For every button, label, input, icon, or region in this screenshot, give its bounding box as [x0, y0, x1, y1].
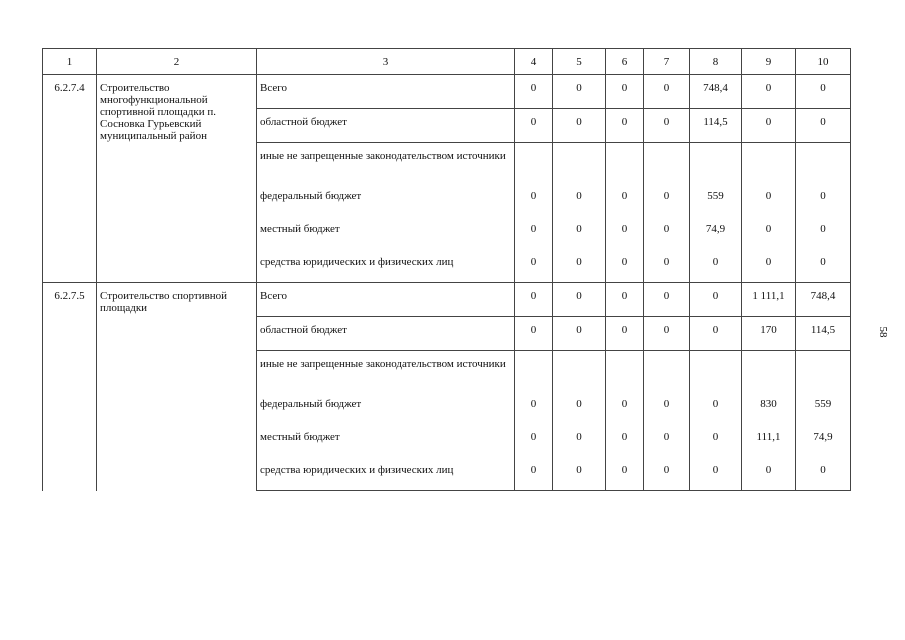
value-cell	[515, 351, 553, 392]
header-cell: 4	[515, 49, 553, 75]
value-cell	[796, 143, 851, 184]
section-name: Строительство многофункциональной спортивной площадки п. Сосновка Гурьевский муниципальный район	[97, 75, 257, 283]
value-cell: 0	[606, 391, 644, 424]
value-cell: 0	[515, 424, 553, 457]
value-cell	[644, 143, 690, 184]
row-label: иные не запрещенные законодательством источники	[257, 351, 515, 392]
table-row	[43, 75, 851, 109]
value-cell: 0	[796, 457, 851, 491]
value-cell: 559	[690, 183, 742, 216]
value-cell: 0	[606, 75, 644, 109]
row-label: федеральный бюджет	[257, 391, 515, 424]
value-cell: 748,4	[690, 75, 742, 109]
header-cell: 10	[796, 49, 851, 75]
row-label: Всего	[257, 283, 515, 317]
value-cell	[796, 351, 851, 392]
table-row	[43, 283, 851, 317]
row-label: местный бюджет	[257, 216, 515, 249]
value-cell: 0	[644, 109, 690, 143]
row-label: Всего	[257, 75, 515, 109]
value-cell: 0	[606, 317, 644, 351]
value-cell: 0	[515, 183, 553, 216]
value-cell: 0	[606, 183, 644, 216]
value-cell: 0	[553, 283, 606, 317]
value-cell	[606, 351, 644, 392]
header-cell: 7	[644, 49, 690, 75]
row-label: иные не запрещенные законодательством источники	[257, 143, 515, 184]
value-cell: 0	[690, 249, 742, 283]
value-cell: 111,1	[742, 424, 796, 457]
value-cell: 0	[690, 317, 742, 351]
value-cell: 0	[553, 183, 606, 216]
value-cell: 0	[742, 457, 796, 491]
page-number: 58	[877, 326, 889, 338]
row-label: средства юридических и физических лиц	[257, 457, 515, 491]
value-cell: 0	[644, 391, 690, 424]
budget-table	[42, 48, 851, 491]
value-cell: 0	[553, 391, 606, 424]
value-cell: 0	[796, 216, 851, 249]
value-cell: 0	[553, 109, 606, 143]
value-cell: 0	[515, 75, 553, 109]
header-cell: 9	[742, 49, 796, 75]
value-cell: 74,9	[796, 424, 851, 457]
value-cell: 0	[553, 75, 606, 109]
value-cell: 0	[553, 216, 606, 249]
value-cell: 0	[515, 283, 553, 317]
value-cell: 0	[606, 216, 644, 249]
value-cell: 0	[553, 457, 606, 491]
value-cell: 0	[606, 109, 644, 143]
value-cell: 0	[553, 249, 606, 283]
value-cell	[553, 143, 606, 184]
value-cell: 559	[796, 391, 851, 424]
value-cell: 0	[644, 249, 690, 283]
value-cell: 0	[742, 109, 796, 143]
value-cell: 0	[515, 457, 553, 491]
value-cell: 748,4	[796, 283, 851, 317]
value-cell: 0	[796, 249, 851, 283]
value-cell	[515, 143, 553, 184]
value-cell: 170	[742, 317, 796, 351]
header-cell: 3	[257, 49, 515, 75]
value-cell	[606, 143, 644, 184]
value-cell: 0	[606, 249, 644, 283]
value-cell: 74,9	[690, 216, 742, 249]
value-cell: 0	[644, 183, 690, 216]
value-cell	[644, 351, 690, 392]
row-label: областной бюджет	[257, 109, 515, 143]
value-cell: 0	[690, 457, 742, 491]
value-cell	[690, 143, 742, 184]
value-cell: 0	[796, 75, 851, 109]
header-cell: 1	[43, 49, 97, 75]
section-code: 6.2.7.5	[43, 283, 97, 491]
value-cell: 0	[515, 249, 553, 283]
value-cell: 0	[515, 317, 553, 351]
row-label: областной бюджет	[257, 317, 515, 351]
value-cell: 0	[553, 317, 606, 351]
value-cell: 0	[606, 457, 644, 491]
value-cell: 114,5	[690, 109, 742, 143]
value-cell: 0	[644, 424, 690, 457]
value-cell: 0	[606, 283, 644, 317]
value-cell	[742, 351, 796, 392]
value-cell: 0	[742, 216, 796, 249]
value-cell: 0	[515, 109, 553, 143]
value-cell: 0	[742, 249, 796, 283]
value-cell: 0	[606, 424, 644, 457]
header-row	[43, 49, 851, 75]
value-cell: 0	[796, 109, 851, 143]
value-cell: 0	[690, 283, 742, 317]
header-cell: 8	[690, 49, 742, 75]
value-cell	[553, 351, 606, 392]
section-code: 6.2.7.4	[43, 75, 97, 283]
value-cell: 0	[796, 183, 851, 216]
value-cell: 114,5	[796, 317, 851, 351]
value-cell	[742, 143, 796, 184]
value-cell: 0	[644, 317, 690, 351]
section-name: Строительство спортивной площадки	[97, 283, 257, 491]
value-cell: 0	[553, 424, 606, 457]
value-cell: 0	[690, 391, 742, 424]
value-cell: 0	[742, 75, 796, 109]
row-label: средства юридических и физических лиц	[257, 249, 515, 283]
value-cell	[690, 351, 742, 392]
value-cell: 0	[644, 216, 690, 249]
row-label: местный бюджет	[257, 424, 515, 457]
value-cell: 0	[515, 216, 553, 249]
value-cell: 0	[742, 183, 796, 216]
row-label: федеральный бюджет	[257, 183, 515, 216]
header-cell: 6	[606, 49, 644, 75]
header-cell: 5	[553, 49, 606, 75]
value-cell: 0	[644, 75, 690, 109]
value-cell: 0	[515, 391, 553, 424]
value-cell: 0	[690, 424, 742, 457]
value-cell: 1 111,1	[742, 283, 796, 317]
value-cell: 0	[644, 283, 690, 317]
value-cell: 0	[644, 457, 690, 491]
value-cell: 830	[742, 391, 796, 424]
header-cell: 2	[97, 49, 257, 75]
